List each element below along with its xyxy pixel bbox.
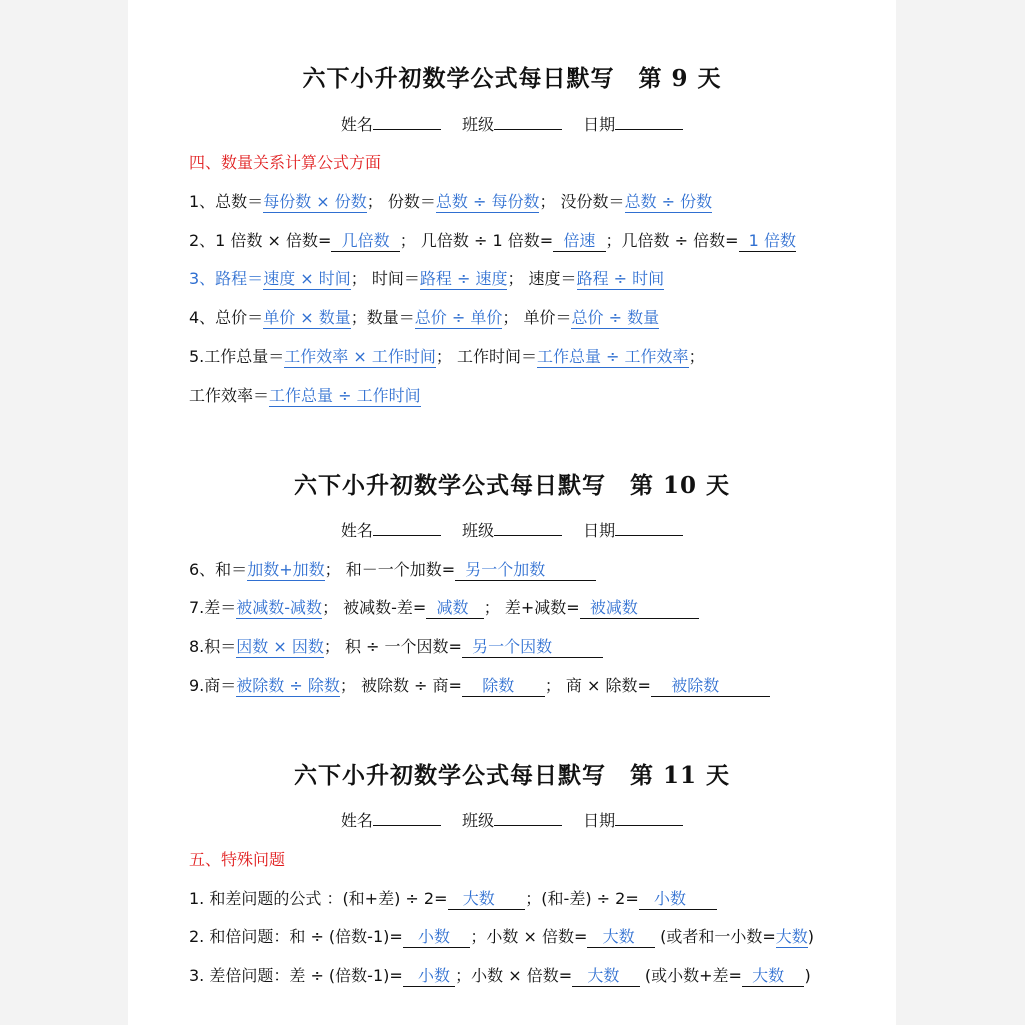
date-blank[interactable] <box>615 811 683 826</box>
answer: 大数 <box>752 966 785 985</box>
answer: 除数 <box>482 676 515 695</box>
answer-blank <box>448 889 526 910</box>
answer: 减数 <box>436 598 469 617</box>
text: ； 几倍数 ÷ 1 倍数= <box>399 231 554 250</box>
answer: 被减数-减数 <box>236 598 323 617</box>
text: ； 被除数 ÷ 商= <box>339 676 462 695</box>
date-label: 日期 <box>583 521 616 540</box>
answer: 总数 ÷ 每份数 <box>435 192 540 211</box>
answer: 工作总量 ÷ 工作效率 <box>536 347 689 366</box>
answer-blank <box>739 231 796 252</box>
text: ； <box>688 347 705 366</box>
text: ； 被减数-差= <box>322 598 427 617</box>
text: ； 时间＝ <box>350 269 420 288</box>
text: ； 没份数＝ <box>539 192 625 211</box>
answer: 几倍数 <box>341 231 390 250</box>
answer-blank <box>553 231 605 252</box>
text: ；小数 × 倍数= <box>470 927 588 946</box>
text: 5.工作总量＝ <box>189 347 285 366</box>
answer-blank <box>651 676 770 697</box>
day10-title: 六下小升初数学公式每日默写 第 10 天 <box>293 472 731 499</box>
text: ； 和－一个加数= <box>324 560 456 579</box>
name-label: 姓名 <box>340 811 373 830</box>
text: ；几倍数 ÷ 倍数= <box>605 231 739 250</box>
text: ) <box>804 966 811 985</box>
answer: 大数 <box>775 927 808 946</box>
answer: 另一个加数 <box>465 560 546 579</box>
text: ；小数 × 倍数= <box>455 966 573 985</box>
text: (或小数+差= <box>644 966 742 985</box>
answer: 因数 × 因数 <box>236 637 324 656</box>
class-label: 班级 <box>461 811 494 830</box>
answer: 总数 ÷ 份数 <box>624 192 713 211</box>
text: 1. 和差问题的公式 ：(和+差) ÷ 2= <box>189 889 448 908</box>
answer: 大数 <box>587 966 620 985</box>
answer: 小数 <box>418 927 451 946</box>
text: ； 积 ÷ 一个因数= <box>323 637 462 656</box>
answer-blank <box>462 676 545 697</box>
answer: 单价 × 数量 <box>263 308 351 327</box>
text: 1、总数＝ <box>189 192 264 211</box>
answer-blank <box>403 966 455 987</box>
text: 7.差＝ <box>189 598 237 617</box>
text: ) <box>807 927 815 946</box>
answer: 工作总量 ÷ 工作时间 <box>269 386 421 405</box>
answer: 速度 × 时间 <box>263 269 351 288</box>
answer-blank <box>331 231 399 252</box>
class-label: 班级 <box>461 115 494 134</box>
name-blank[interactable] <box>373 811 441 826</box>
special-line-1 <box>189 886 717 909</box>
text: 2、1 倍数 × 倍数= <box>189 231 332 250</box>
text: 2. 和倍问题：和 ÷ (倍数-1)= <box>189 927 403 946</box>
day11-title: 六下小升初数学公式每日默写 第 11 天 <box>293 762 731 789</box>
class-label: 班级 <box>461 521 494 540</box>
day11-name-row <box>128 808 896 831</box>
formula-line-8-product <box>189 634 603 657</box>
date-blank[interactable] <box>615 115 683 130</box>
day9-title: 六下小升初数学公式每日默写 第 9 天 <box>302 65 722 92</box>
answer: 小数 <box>654 889 687 908</box>
answer: 每份数 × 份数 <box>263 192 367 211</box>
formula-line-1 <box>189 189 712 212</box>
text: 8.积＝ <box>189 637 237 656</box>
answer: 被减数 <box>589 598 638 617</box>
formula-line-7-diff <box>189 595 699 618</box>
text: ； 差+减数= <box>483 598 580 617</box>
answer: 倍速 <box>563 231 596 250</box>
formula-line-5 <box>189 344 705 367</box>
class-blank[interactable] <box>494 521 562 536</box>
special-line-3 <box>189 963 811 986</box>
text: 9.商＝ <box>189 676 237 695</box>
name-blank[interactable] <box>373 521 441 536</box>
answer: 加数+加数 <box>247 560 325 579</box>
section-heading-5: 五、特殊问题 <box>189 850 286 869</box>
answer: 总价 ÷ 数量 <box>571 308 660 327</box>
answer-blank <box>462 637 603 658</box>
text: 3. 差倍问题：差 ÷ (倍数-1)= <box>189 966 403 985</box>
text: (或者和一小数= <box>660 927 776 946</box>
special-line-2 <box>189 924 814 947</box>
formula-line-6-sum <box>189 557 596 580</box>
answer-blank <box>403 927 471 948</box>
class-blank[interactable] <box>494 811 562 826</box>
formula-line-9-quotient <box>189 673 770 696</box>
answer-blank <box>587 927 655 948</box>
answer: 路程 ÷ 速度 <box>419 269 508 288</box>
text: 6、和＝ <box>189 560 248 579</box>
answer: 大数 <box>602 927 635 946</box>
answer: 另一个因数 <box>472 637 553 656</box>
answer-blank <box>572 966 640 987</box>
name-label: 姓名 <box>340 115 373 134</box>
name-blank[interactable] <box>373 115 441 130</box>
answer: 1 倍数 <box>748 231 796 250</box>
formula-line-3 <box>189 266 664 289</box>
answer: 被除数 ÷ 除数 <box>236 676 340 695</box>
date-label: 日期 <box>583 811 616 830</box>
answer: 小数 <box>418 966 451 985</box>
text: ； 份数＝ <box>366 192 436 211</box>
date-label: 日期 <box>583 115 616 134</box>
date-blank[interactable] <box>615 521 683 536</box>
text: 3、路程＝ <box>189 269 264 288</box>
name-label: 姓名 <box>340 521 373 540</box>
worksheet-page <box>128 0 896 1025</box>
answer-blank <box>639 889 717 910</box>
answer-blank <box>742 966 805 987</box>
answer-blank <box>580 598 699 619</box>
answer: 大数 <box>462 889 495 908</box>
text: ； 速度＝ <box>507 269 577 288</box>
section-heading-4: 四、数量关系计算公式方面 <box>189 153 382 172</box>
answer: 被除数 <box>671 676 720 695</box>
answer: 工作效率 × 工作时间 <box>284 347 436 366</box>
text: ； 单价＝ <box>502 308 572 327</box>
class-blank[interactable] <box>494 115 562 130</box>
answer-blank <box>455 560 596 581</box>
day9-name-row <box>128 112 896 135</box>
text: ； 工作时间＝ <box>435 347 537 366</box>
text: ；数量＝ <box>350 308 415 327</box>
formula-line-6 <box>189 383 421 406</box>
answer: 路程 ÷ 时间 <box>576 269 665 288</box>
formula-line-2 <box>189 228 796 251</box>
text: ；(和-差) ÷ 2= <box>525 889 639 908</box>
answer-blank <box>426 598 483 619</box>
formula-line-4 <box>189 305 659 328</box>
day10-name-row <box>128 518 896 541</box>
text: 工作效率＝ <box>189 386 270 405</box>
text: 4、总价＝ <box>189 308 264 327</box>
answer: 总价 ÷ 单价 <box>414 308 503 327</box>
text: ； 商 × 除数= <box>544 676 651 695</box>
